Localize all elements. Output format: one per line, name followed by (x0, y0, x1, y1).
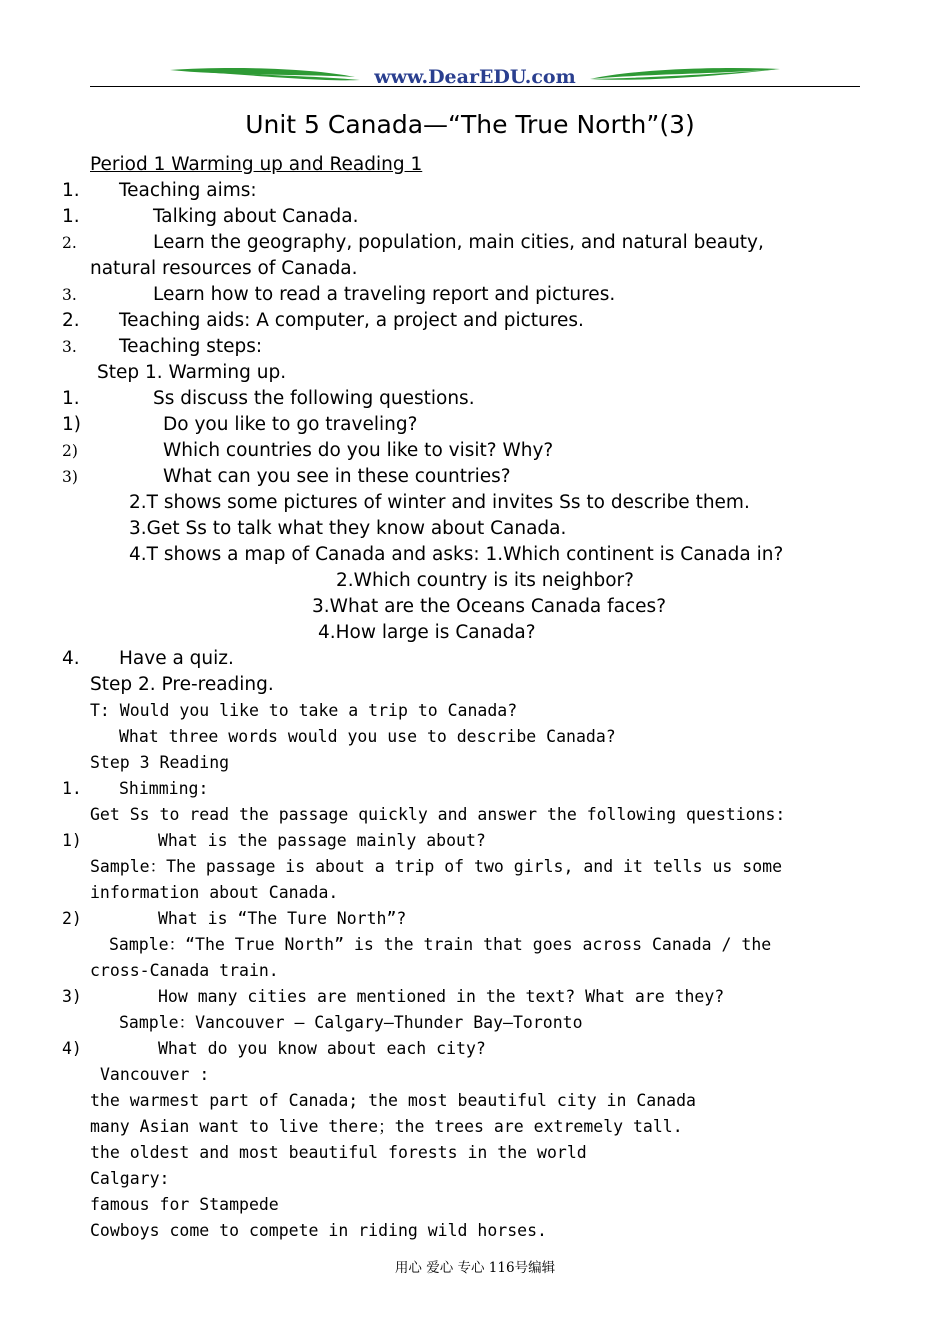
sample-answer: Sample：“The True North” is the train that goes across Canada / the (109, 935, 772, 954)
question-item: Which countries do you like to visit? Why? (163, 440, 554, 461)
city-heading: Calgary: (90, 1169, 170, 1188)
reading-question: What is “The Ture North”? (158, 909, 407, 928)
sample-answer: Sample：Vancouver – Calgary—Thunder Bay—Toronto (119, 1013, 583, 1032)
reading-question: What do you know about each city? (158, 1039, 486, 1058)
step-item: 3.Get Ss to talk what they know about Canada. (129, 518, 567, 539)
list-number: 3. (62, 286, 77, 304)
list-number: 2) (62, 909, 82, 928)
step-heading: Step 3 Reading (90, 753, 230, 772)
teacher-question: What three words would you use to describe Canada? (119, 727, 616, 746)
city-fact: many Asian want to live there；the trees are extremely tall. (90, 1117, 683, 1136)
document-title: Unit 5 Canada—“The True North”(3) (245, 110, 695, 139)
question-item: Do you like to go traveling? (163, 414, 418, 435)
skimming-label: Shimming: (119, 779, 209, 798)
city-fact: famous for Stampede (90, 1195, 279, 1214)
aim-item: Learn the geography, population, main cities, and natural beauty, (153, 232, 764, 253)
logo-text: www.DearEDU.com (374, 66, 576, 88)
list-number: 3) (62, 468, 78, 486)
list-number: 1) (62, 414, 81, 435)
sample-answer-continued: information about Canada. (90, 883, 339, 902)
list-number: 3) (62, 987, 82, 1006)
list-number: 2. (62, 310, 80, 331)
step-item: Ss discuss the following questions. (153, 388, 475, 409)
step-heading: Step 1. Warming up. (97, 362, 287, 383)
reading-question: What is the passage mainly about? (158, 831, 486, 850)
aims-label: Teaching aims: (119, 180, 257, 201)
list-number: 3. (62, 338, 77, 356)
list-number: 1. (62, 388, 80, 409)
sample-answer-continued: cross-Canada train. (90, 961, 279, 980)
aim-item-continued: natural resources of Canada. (90, 258, 358, 279)
list-number: 1) (62, 831, 82, 850)
map-question: 4.How large is Canada? (318, 622, 536, 643)
list-number: 2. (62, 234, 77, 252)
period-heading: Period 1 Warming up and Reading 1 (90, 154, 423, 175)
step-heading: Step 2. Pre-reading. (90, 674, 274, 695)
list-number: 1. (62, 180, 80, 201)
city-fact: the warmest part of Canada; the most beautiful city in Canada (90, 1091, 696, 1110)
list-number: 2) (62, 442, 78, 460)
page-footer: 用心 爱心 专心 116号编辑 (394, 1260, 556, 1276)
map-question: 2.Which country is its neighbor? (336, 570, 634, 591)
city-heading: Vancouver : (100, 1065, 210, 1084)
aim-item: Learn how to read a traveling report and pictures. (153, 284, 616, 305)
step-item: 2.T shows some pictures of winter and invites Ss to describe them. (129, 492, 750, 513)
teacher-question: T: Would you like to take a trip to Canada? (90, 701, 518, 720)
question-item: What can you see in these countries? (163, 466, 511, 487)
sample-answer: Sample：The passage is about a trip of two girls, and it tells us some (90, 857, 783, 876)
list-number: 4. (62, 648, 80, 669)
aim-item: Talking about Canada. (153, 206, 359, 227)
reading-question: How many cities are mentioned in the text? What are they? (158, 987, 725, 1006)
teaching-steps: Teaching steps: (119, 336, 263, 357)
teaching-aids: Teaching aids: A computer, a project and pictures. (119, 310, 584, 331)
map-question: 3.What are the Oceans Canada faces? (312, 596, 667, 617)
list-number: 4) (62, 1039, 82, 1058)
list-number: 1. (62, 206, 80, 227)
quiz-item: Have a quiz. (119, 648, 234, 669)
skimming-task: Get Ss to read the passage quickly and answer the following questions: (90, 805, 786, 824)
step-item: 4.T shows a map of Canada and asks: 1.Which continent is Canada in? (129, 544, 784, 565)
list-number: 1. (62, 779, 82, 798)
city-fact: the oldest and most beautiful forests in the world (90, 1143, 587, 1162)
header-rule (90, 86, 860, 87)
city-fact: Cowboys come to compete in riding wild horses. (90, 1221, 547, 1240)
